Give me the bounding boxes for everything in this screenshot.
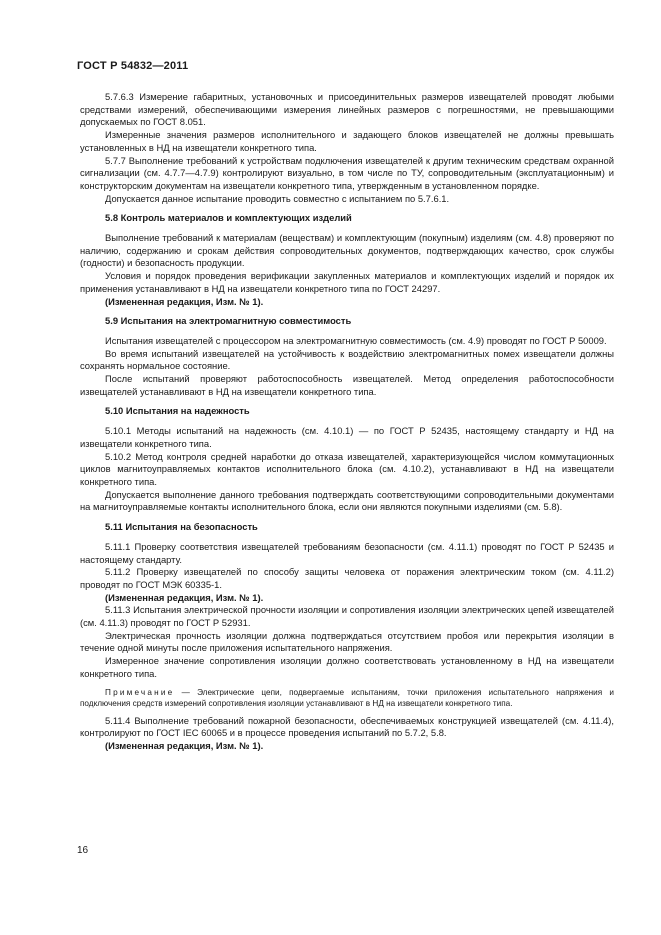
body-paragraph: Допускается данное испытание проводить совместно с испытанием по 5.7.6.1. bbox=[105, 192, 450, 204]
note-label: Примечание bbox=[105, 687, 175, 697]
section-heading: 5.8 Контроль материалов и комплектующих изделий bbox=[105, 212, 352, 224]
body-paragraph: Испытания извещателей с процессором на электромагнитную совместимость (см. 4.9) проводят по ГОСТ Р 50009. bbox=[105, 334, 607, 346]
section-heading: 5.9 Испытания на электромагнитную совместимость bbox=[105, 315, 352, 327]
body-paragraph: Во время испытаний извещателей на устойчивость к воздействию электромагнитных помех извещатели должны сохранять нормальное состояние. bbox=[80, 347, 614, 372]
body-paragraph: 5.10.2 Метод контроля средней наработки до отказа извещателей, характеризующейся числом коммутационных циклов магнитоуправляемых контактов исполнительного блока (см. 4.10.2), устанавливают в НД на извещатели конкретного типа. bbox=[80, 450, 614, 487]
body-paragraph: 5.11.1 Проверку соответствия извещателей требованиям безопасности (см. 4.11.1) проводят по ГОСТ Р 52435 и настоящему стандарту. bbox=[80, 540, 614, 565]
amendment-note: (Измененная редакция, Изм. № 1). bbox=[105, 295, 264, 307]
body-paragraph: Условия и порядок проведения верификации закупленных материалов и комплектующих изделий и порядок их применения устанавливают в НД на извещатели конкретного типа по ГОСТ 24297. bbox=[80, 270, 614, 294]
body-paragraph: 5.11.3 Испытания электрической прочности изоляции и сопротивления изоляции электрических цепей извещателей (см. 4.11.3) проводят по ГОСТ Р 52931. bbox=[80, 604, 614, 629]
body-paragraph: 5.10.1 Методы испытаний на надежность (см. 4.10.1) — по ГОСТ Р 52435, настоящему стандарту и НД на извещатели конкретного типа. bbox=[80, 425, 614, 449]
amendment-note: (Измененная редакция, Изм. № 1). bbox=[105, 739, 264, 751]
note-text: — Электрические цепи, подвергаемые испытаниям, точки приложения испытательного напряжения и подключения средств измерений сопротивления изоляции устанавливают в НД на извещатели конкретного типа. bbox=[80, 687, 614, 708]
body-paragraph: 5.11.2 Проверку извещателей по способу защиты человека от поражения электрическим током (см. 4.11.2) проводят по ГОСТ МЭК 60335-1. bbox=[80, 566, 614, 590]
amendment-note: (Измененная редакция, Изм. № 1). bbox=[105, 591, 264, 603]
page-number: 16 bbox=[77, 845, 89, 856]
body-paragraph: Допускается выполнение данного требования подтверждать соответствующими сопроводительными документами на магнитоуправляемые контакты исполнительного блока, если они являются покупными изделиями (см. 5.8). bbox=[80, 488, 614, 513]
body-paragraph: Выполнение требований к материалам (веществам) и комплектующим (покупным) изделиям (см. 4.8) проверяют по наличию, содержанию и срокам действия сопроводительных документов, подтверждающих качество, срок службы (годности) и безопасность продукции. bbox=[80, 232, 614, 269]
body-paragraph: Электрическая прочность изоляции должна подтверждаться отсутствием пробоя или перекрытия изоляции в течение одной минуты после приложения испытательного напряжения. bbox=[80, 629, 614, 654]
body-paragraph: 5.11.4 Выполнение требований пожарной безопасности, обеспечиваемых конструкцией извещателей (см. 4.11.4), контролируют по ГОСТ IEC 60065 и в процессе проведения испытаний по 5.7.2, 5.8. bbox=[80, 714, 614, 739]
body-paragraph: 5.7.7 Выполнение требований к устройствам подключения извещателей к другим техническим средствам охранной сигнализации (см. 4.7.7—4.7.9) контролируют визуально, в том числе по ТУ, сопроводительным (эксплуатационным) и конструкторским документам на извещатели конкретного типа, утвержденным в установленном порядке. bbox=[80, 154, 614, 191]
section-heading: 5.11 Испытания на безопасность bbox=[105, 521, 258, 533]
document-body bbox=[80, 91, 614, 753]
section-heading: 5.10 Испытания на надежность bbox=[105, 405, 250, 417]
body-paragraph: Измеренное значение сопротивления изоляции должно соответствовать установленному в НД на извещатели конкретного типа. bbox=[80, 655, 614, 679]
body-paragraph: 5.7.6.3 Измерение габаритных, установочных и присоединительных размеров извещателей проводят любыми средствами измерений, обеспечивающими измерения линейных размеров с погрешностями, не превышающими допускаемых по ГОСТ 8.051. bbox=[80, 91, 614, 128]
body-paragraph: После испытаний проверяют работоспособность извещателей. Метод определения работоспособности извещателей устанавливают в НД на извещатели конкретного типа. bbox=[80, 373, 614, 397]
note-paragraph bbox=[80, 687, 614, 709]
body-paragraph: Измеренные значения размеров исполнительного и задающего блоков извещателей не должны превышать установленных в НД на извещатели конкретного типа. bbox=[80, 129, 614, 153]
document-header: ГОСТ Р 54832—2011 bbox=[77, 60, 189, 72]
